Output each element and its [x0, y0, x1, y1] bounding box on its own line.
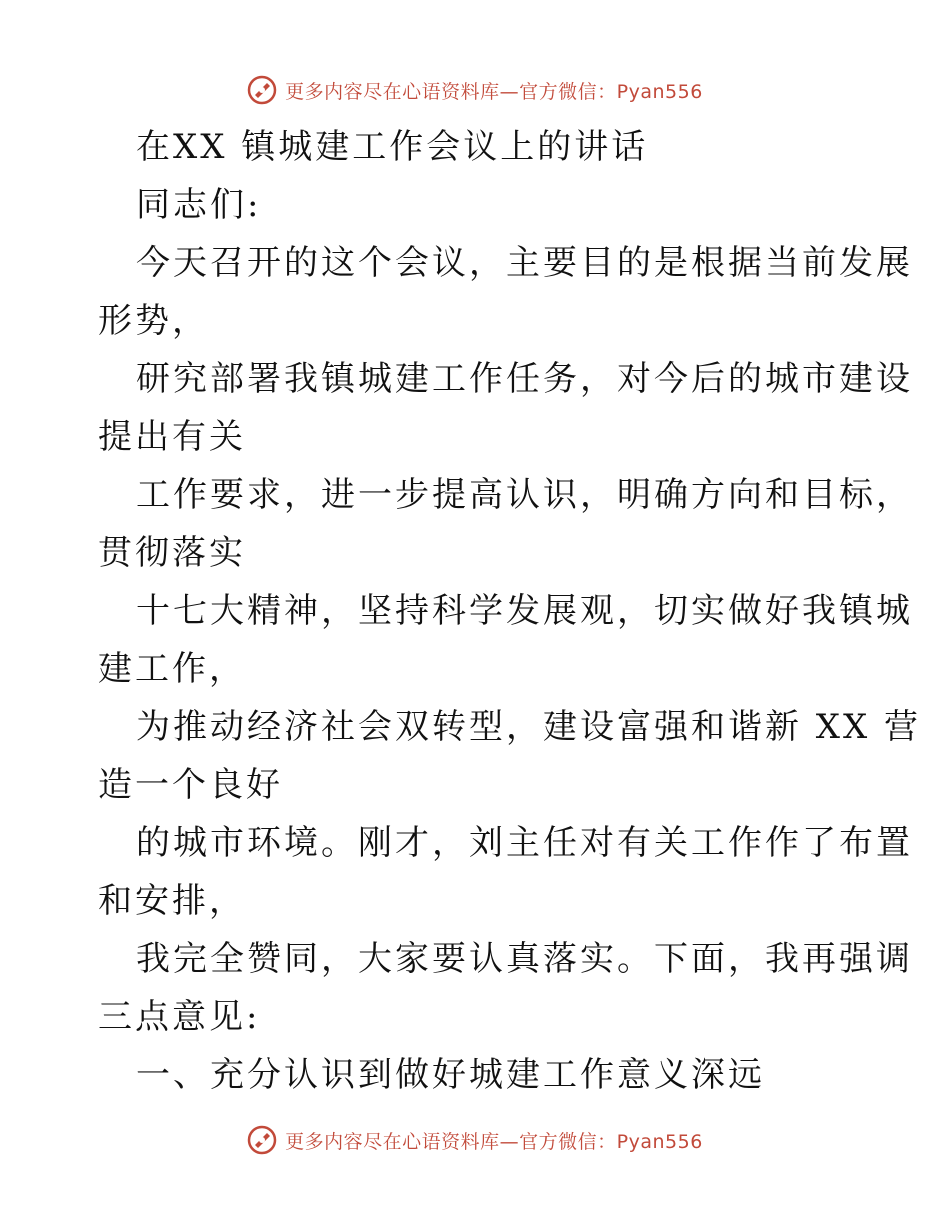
- text-line: 十七大精神，坚持科学发展观，切实做好我镇城: [136, 591, 913, 631]
- text-line: 同志们:: [136, 185, 262, 225]
- text-line: 三点意见:: [98, 997, 261, 1037]
- header-watermark: [0, 70, 950, 110]
- footer-watermark: [0, 1120, 950, 1160]
- text-line: 造一个良好: [98, 765, 283, 805]
- pen-seal-icon: [247, 1125, 277, 1155]
- text-line: 今天召开的这个会议，主要目的是根据当前发展: [136, 243, 913, 283]
- text-line: 提出有关: [98, 417, 246, 457]
- text-line: 和安排，: [98, 881, 246, 921]
- document-body: [98, 118, 922, 1104]
- text-line: 研究部署我镇城建工作任务，对今后的城市建设: [136, 359, 913, 399]
- text-line: 建工作，: [98, 649, 246, 689]
- text-line: 我完全赞同，大家要认真落实。下面，我再强调: [136, 939, 913, 979]
- text-line: 一、充分认识到做好城建工作意义深远: [136, 1055, 765, 1095]
- watermark-text: 更多内容尽在心语资料库—官方微信：Pyan556: [285, 1130, 703, 1153]
- text-line: 在XX 镇城建工作会议上的讲话: [136, 127, 649, 167]
- text-line: 工作要求，进一步提高认识，明确方向和目标，: [136, 475, 913, 515]
- text-line: 的城市环境。刚才，刘主任对有关工作作了布置: [136, 823, 913, 863]
- pen-seal-icon: [247, 75, 277, 105]
- text-line: 为推动经济社会双转型，建设富强和谐新 XX 营: [136, 707, 922, 747]
- text-line: 形势，: [98, 301, 209, 341]
- watermark-text: 更多内容尽在心语资料库—官方微信：Pyan556: [285, 80, 703, 103]
- text-line: 贯彻落实: [98, 533, 246, 573]
